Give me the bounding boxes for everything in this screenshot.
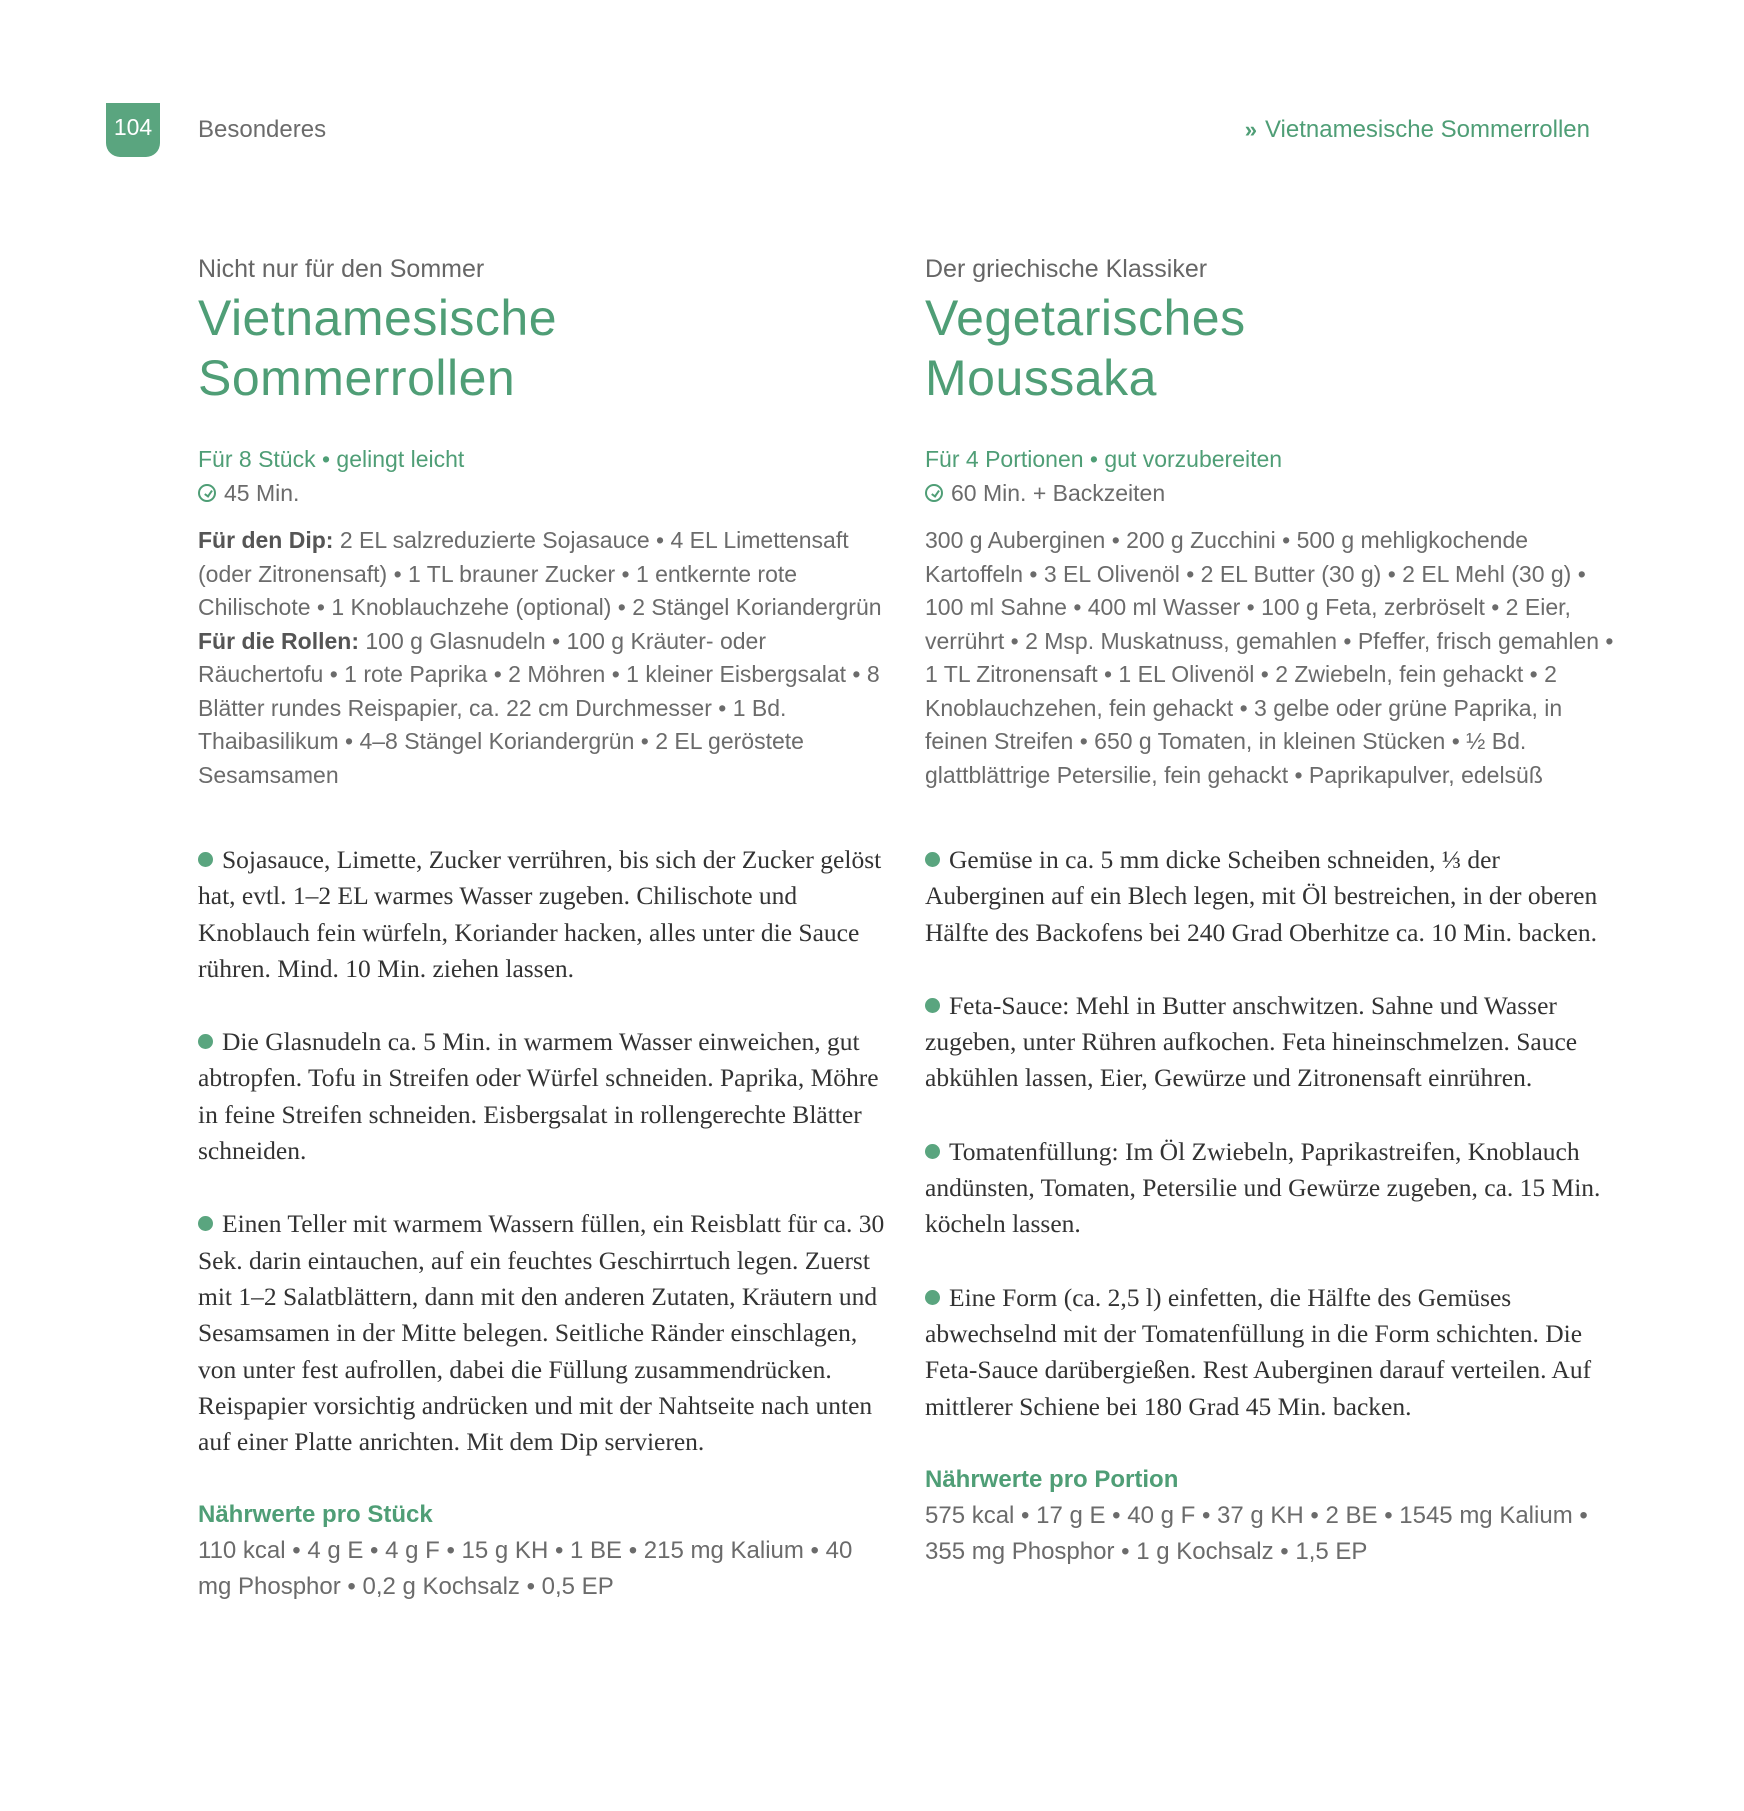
step-text: Einen Teller mit warmem Wassern füllen, ein Reisblatt für ca. 30 Sek. darin eintauchen, auf ein feuchtes Geschirrtuch legen. Zuerst mit 1–2 Salatblättern, dann mit den anderen Zutaten, Kräutern und Sesamsamen in der Mitte belegen. Seitliche Ränder einschlagen, von unter fest aufrollen, dabei die Füllung zusammendrücken. Reispapier vorsichtig andrücken und mit der Nahtseite nach unten auf einer Platte anrichten. Mit dem Dip servieren. [198,1209,885,1457]
ingredients-rolls [198,625,888,793]
nutrition-values: 110 kcal • 4 g E • 4 g F • 15 g KH • 1 BE • 215 mg Kalium • 40 mg Phosphor • 0,2 g Kochsalz • 0,5 EP [198,1537,853,1601]
recipe-time [925,476,1615,510]
bullet-icon [925,1290,940,1305]
time-text: 45 Min. [224,480,300,506]
clock-icon [925,484,943,502]
steps [198,842,888,1460]
recipe-left [198,252,888,1605]
running-head [1245,116,1590,144]
double-chevron-icon: » [1244,117,1257,142]
rolls-text: 100 g Glasnudeln • 100 g Kräuter- oder Räuchertofu • 1 rote Paprika • 2 Möhren • 1 kleiner Eisbergsalat • 8 Blätter rundes Reispapier, ca. 22 cm Durchmesser • 1 Bd. Thaibasilikum • 4–8 Stängel Koriandergrün • 2 EL geröstete Sesamsamen [198,627,880,788]
ingredients [925,524,1615,842]
recipe-title [198,288,888,408]
running-head-text: Vietnamesische Sommerrollen [1264,116,1590,143]
recipe-time [198,476,888,510]
step [925,842,1615,951]
bullet-icon [198,1216,213,1231]
recipe-title-line: Vegetarisches [925,290,1246,346]
recipe-title [925,288,1615,408]
recipe-kicker: Der griechische Klassiker [925,255,1208,283]
step [925,1280,1615,1425]
recipe-title-line: Sommerrollen [198,350,516,406]
nutrition-title: Nährwerte pro Portion [925,1465,1179,1493]
recipe-meta: Für 8 Stück • gelingt leicht [198,446,465,472]
bullet-icon [925,998,940,1013]
step [198,1206,888,1460]
clock-icon [198,484,216,502]
nutrition-title: Nährwerte pro Stück [198,1501,433,1529]
dip-text: 2 EL salzreduzierte Sojasauce • 4 EL Limettensaft (oder Zitronensaft) • 1 TL brauner Zucker • 1 entkernte rote Chilischote • 1 Knoblauchzehe (optional) • 2 Stängel Koriandergrün [198,527,882,620]
bullet-icon [198,1034,213,1049]
ingredients-dip [198,524,888,625]
rolls-label: Für die Rollen: [198,627,359,654]
nutrition-values: 575 kcal • 17 g E • 40 g F • 37 g KH • 2 BE • 1545 mg Kalium • 355 mg Phosphor • 1 g Kochsalz • 1,5 EP [925,1501,1588,1565]
bullet-icon [925,852,940,867]
recipe-right [925,252,1615,1570]
step-text: Tomatenfüllung: Im Öl Zwiebeln, Paprikastreifen, Knoblauch andünsten, Tomaten, Petersilie und Gewürze zugeben, ca. 15 Min. köcheln lassen. [925,1136,1601,1239]
recipe-meta: Für 4 Portionen • gut vorzubereiten [925,446,1283,472]
step [198,842,888,987]
step-text: Sojasauce, Limette, Zucker verrühren, bis sich der Zucker gelöst hat, evtl. 1–2 EL warmes Wasser zugeben. Chilischote und Knoblauch fein würfeln, Koriander hacken, alles unter die Sauce rühren. Mind. 10 Min. ziehen lassen. [198,845,882,983]
ingredients-list: 300 g Auberginen • 200 g Zucchini • 500 g mehligkochende Kartoffeln • 3 EL Olivenöl • 2 EL Butter (30 g) • 2 EL Mehl (30 g) • 100 ml Sahne • 400 ml Wasser • 100 g Feta, zerbröselt • 2 Eier, verrührt • 2 Msp. Muskatnuss, gemahlen • Pfeffer, frisch gemahlen • 1 TL Zitronensaft • 1 EL Olivenöl • 2 Zwiebeln, fein gehackt • 2 Knoblauchzehen, fein gehackt • 3 gelbe oder grüne Paprika, in feinen Streifen • 650 g Tomaten, in kleinen Stücken • ½ Bd. glattblättrige Petersilie, fein gehackt • Paprikapulver, edelsüß [925,527,1614,788]
recipe-title-line: Moussaka [925,350,1157,406]
page-number: 104 [106,103,160,157]
step-text: Eine Form (ca. 2,5 l) einfetten, die Hälfte des Gemüses abwechselnd mit der Tomatenfüllung in die Form schichten. Die Feta-Sauce darübergießen. Rest Auberginen darauf verteilen. Auf mittlerer Schiene bei 180 Grad 45 Min. backen. [925,1282,1592,1421]
dip-label: Für den Dip: [198,527,334,553]
bullet-icon [925,1144,940,1159]
bullet-icon [198,852,213,867]
step-text: Die Glasnudeln ca. 5 Min. in warmem Wasser einweichen, gut abtropfen. Tofu in Streifen oder Würfel schneiden. Paprika, Möhre in feine Streifen schneiden. Eisbergsalat in rollengerechte Blätter schneiden. [198,1027,879,1166]
step [198,1024,888,1169]
ingredients [198,524,888,842]
section-label: Besonderes [198,116,327,143]
step-text: Gemüse in ca. 5 mm dicke Scheiben schneiden, ⅓ der Auberginen auf ein Blech legen, mit Öl bestreichen, in der oberen Hälfte des Backofens bei 240 Grad Oberhitze ca. 10 Min. backen. [925,845,1598,947]
recipe-title-line: Vietnamesische [198,290,558,346]
step-text: Feta-Sauce: Mehl in Butter anschwitzen. Sahne und Wasser zugeben, unter Rühren aufkochen. Feta hineinschmelzen. Sauce abkühlen lassen, Eier, Gewürze und Zitronensaft einrühren. [925,990,1578,1093]
time-text: 60 Min. + Backzeiten [951,480,1166,506]
steps [925,842,1615,1425]
recipe-kicker: Nicht nur für den Sommer [198,255,485,283]
step [925,1134,1615,1243]
step [925,988,1615,1097]
